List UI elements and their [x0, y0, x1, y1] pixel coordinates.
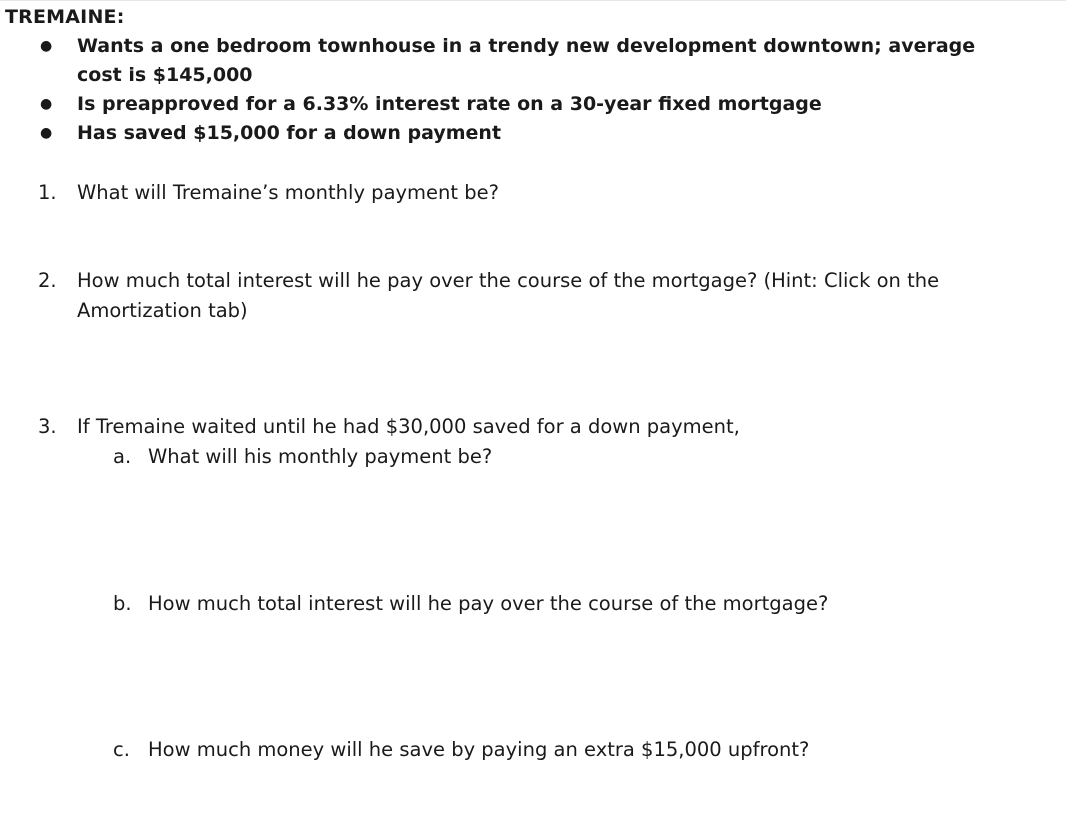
subquestion-label: b. — [113, 592, 132, 615]
subquestion-text: How much total interest will he pay over the course of the mortgage? — [148, 592, 829, 615]
bullet-item — [77, 119, 1062, 148]
bullet-dot-icon: ● — [40, 38, 53, 54]
bullet-item — [77, 32, 1062, 90]
subquestion-label: a. — [113, 445, 132, 468]
question-line: Amortization tab) — [77, 299, 248, 322]
question-text — [77, 412, 1057, 442]
subquestion-label: c. — [113, 738, 130, 761]
bullet-line: cost is $145,000 — [77, 64, 253, 86]
question-line: If Tremaine waited until he had $30,000 saved for a down payment, — [77, 415, 740, 438]
question-number: 3. — [38, 415, 57, 438]
subquestion-text: How much money will he save by paying an extra $15,000 upfront? — [148, 738, 810, 761]
subquestion-text: What will his monthly payment be? — [148, 445, 493, 468]
question-line: What will Tremaine’s monthly payment be? — [77, 181, 499, 204]
bullet-dot-icon: ● — [40, 96, 53, 112]
bullet-line: Wants a one bedroom townhouse in a trendy new development downtown; average — [77, 35, 976, 57]
bullet-line: Has saved $15,000 for a down payment — [77, 122, 502, 144]
question-number: 1. — [38, 181, 57, 204]
question-number: 2. — [38, 269, 57, 292]
question-text — [77, 178, 1057, 208]
bullet-item — [77, 90, 1062, 119]
top-divider — [0, 0, 1066, 1]
question-text — [77, 266, 1057, 326]
bullet-dot-icon: ● — [40, 125, 53, 141]
question-line: How much total interest will he pay over the course of the mortgage? (Hint: Click on the — [77, 269, 940, 292]
page-title: TREMAINE: — [5, 6, 125, 28]
bullet-line: Is preapproved for a 6.33% interest rate on a 30-year fixed mortgage — [77, 93, 822, 115]
